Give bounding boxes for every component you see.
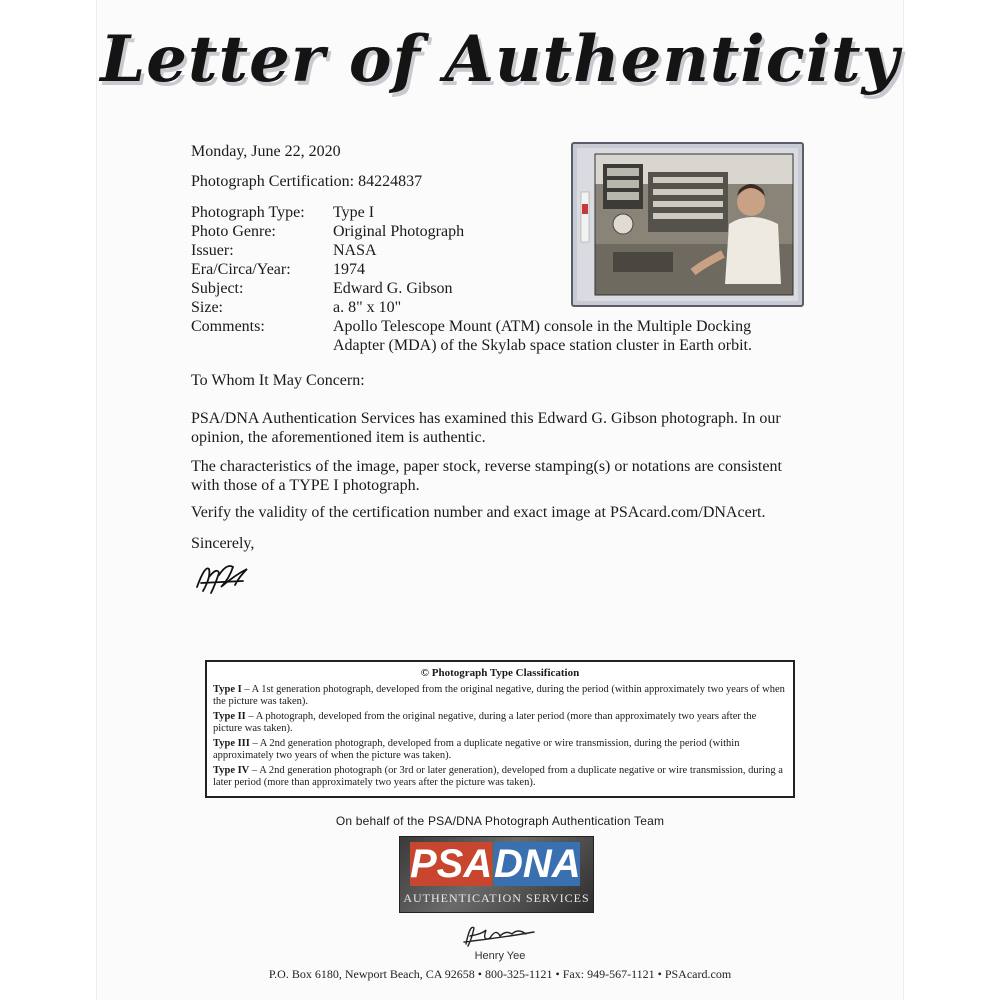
field-value: Original Photograph	[333, 223, 465, 240]
field-label: Photograph Type:	[191, 204, 305, 221]
closing: Sincerely,	[191, 535, 255, 552]
classification-text: – A 2nd generation photograph, developed from a duplicate negative or wire transmission, during the period (within approximately two years of when the picture was taken).	[213, 737, 740, 761]
letter-title: Letter of Authenticity	[100, 22, 900, 97]
classification-type: Type IV	[213, 764, 250, 776]
classification-text: – A 2nd generation photograph (or 3rd or later generation), developed from a duplicate negative or wire transmission, during a later period (more than approximately two years after the picture was taken).	[213, 764, 783, 788]
body-paragraph: Verify the validity of the certification number and exact image at PSAcard.com/DNAcert.	[191, 504, 766, 521]
field-value: NASA	[333, 242, 377, 259]
astronaut-photo-image	[573, 144, 802, 305]
field-value: Apollo Telescope Mount (ATM) console in the Multiple Docking Adapter (MDA) of the Skylab space station cluster in Earth orbit.	[333, 318, 752, 354]
body-paragraph: PSA/DNA Authentication Services has examined this Edward G. Gibson photograph. In our opinion, the aforementioned item is authentic.	[191, 410, 781, 446]
psa-dna-logo	[399, 836, 594, 913]
classification-text: – A 1st generation photograph, developed from the original negative, during the period (within approximately two years of when the picture was taken).	[213, 683, 785, 707]
signer-signature	[460, 920, 540, 950]
certification-number: Photograph Certification: 84224837	[191, 173, 423, 190]
field-label: Subject:	[191, 280, 244, 297]
salutation: To Whom It May Concern:	[191, 372, 365, 389]
classification-type: Type II	[213, 710, 246, 722]
field-label: Photo Genre:	[191, 223, 276, 240]
field-value: Type I	[333, 204, 375, 221]
classification-text: – A photograph, developed from the original negative, during a later period (more than approximately two years after the picture was taken).	[213, 710, 757, 734]
field-value: 1974	[333, 261, 365, 278]
field-value: a. 8" x 10"	[333, 299, 402, 316]
dna-logo-text: DNA	[494, 842, 581, 886]
classification-entry	[213, 738, 787, 763]
letter-date: Monday, June 22, 2020	[191, 143, 341, 160]
classification-entry	[213, 765, 787, 790]
classification-type: Type I	[213, 683, 242, 695]
field-row	[191, 317, 783, 355]
body-paragraph: The characteristics of the image, paper stock, reverse stamping(s) or notations are consistent with those of a TYPE I photograph.	[191, 458, 782, 494]
field-label: Issuer:	[191, 242, 234, 259]
field-label: Comments:	[191, 318, 265, 335]
classification-entry	[213, 711, 787, 736]
field-value: Edward G. Gibson	[333, 280, 453, 297]
footer-contact: P.O. Box 6180, Newport Beach, CA 92658 • 800-325-1121 • Fax: 949-567-1121 • PSAcard.com	[268, 967, 732, 981]
signer-name: Henry Yee	[474, 950, 526, 962]
field-label: Size:	[191, 299, 223, 316]
handwritten-signature	[191, 557, 261, 597]
classification-title: © Photograph Type Classification	[420, 667, 580, 679]
type-classification-box	[205, 660, 795, 798]
slabbed-photograph	[571, 142, 804, 307]
logo-tagline: AUTHENTICATION SERVICES	[403, 891, 590, 905]
letter-page	[97, 0, 903, 1000]
classification-type: Type III	[213, 737, 250, 749]
psa-logo-text: PSA	[410, 842, 493, 886]
on-behalf-line: On behalf of the PSA/DNA Photograph Authentication Team	[335, 814, 665, 828]
classification-entry	[213, 684, 787, 709]
field-label: Era/Circa/Year:	[191, 261, 291, 278]
